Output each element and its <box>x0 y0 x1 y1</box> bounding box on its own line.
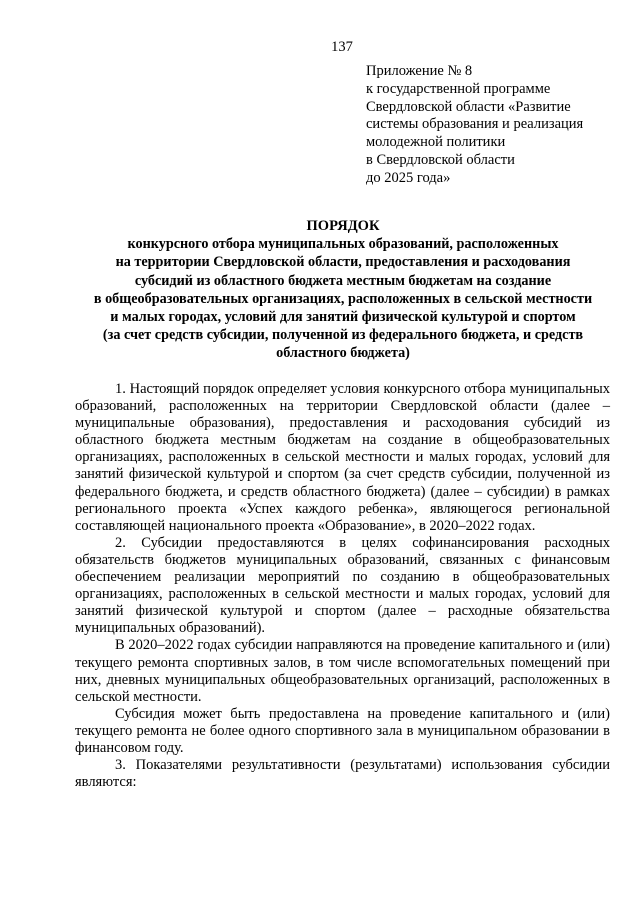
paragraph-3: 3. Показателями результативности (результатами) использования субсидии являются: <box>75 757 610 791</box>
title-line: областного бюджета) <box>276 345 410 362</box>
title-line: конкурсного отбора муниципальных образований, расположенных <box>127 236 559 253</box>
appendix-line: Свердловской области «Развитие <box>366 98 571 115</box>
paragraph-2-continued: В 2020–2022 годах субсидии направляются на проведение капитального и (или) текущего ремонта спортивных залов, в том числе вспомогательных помещений при них, дневных муниципальных общеобразовательных организаций, расположенных в сельской местности. <box>75 637 610 705</box>
title-line: на территории Свердловской области, предоставления и расходования <box>115 254 571 271</box>
title-line: субсидий из областного бюджета местным бюджетам на создание <box>134 272 552 289</box>
page-number: 137 <box>331 39 353 55</box>
title-line: в общеобразовательных организациях, расположенных в сельской местности <box>93 290 593 307</box>
appendix-line: к государственной программе <box>366 80 551 97</box>
title-line: и малых городах, условий для занятий физической культурой и спортом <box>110 309 576 326</box>
document-title <box>60 217 626 363</box>
title-heading: ПОРЯДОК <box>306 218 380 234</box>
document-body <box>75 381 610 791</box>
paragraph-1: 1. Настоящий порядок определяет условия конкурсного отбора муниципальных образований, расположенных на территории Свердловской области (далее – муниципальные образования), предоставления и расходования субсидий из областного бюджета местным бюджетам на создание в общеобразовательных организациях, расположенных в сельской местности и малых городах, условий для занятий физической культурой и спортом (за счет средств субсидии, полученной из федерального бюджета, и средств областного бюджета) (далее – субсидии) в рамках регионального проекта «Успех каждого ребенка», являющегося региональной составляющей национального проекта «Образование», в 2020–2022 годах. <box>75 381 610 534</box>
appendix-line: в Свердловской области <box>366 151 515 168</box>
paragraph-2-subsidy-limit: Субсидия может быть предоставлена на проведение капитального и (или) текущего ремонта не более одного спортивного зала в муниципальном образовании в финансовом году. <box>75 705 610 756</box>
appendix-line: молодежной политики <box>366 134 506 151</box>
title-line: (за счет средств субсидии, полученной из федерального бюджета, и средств <box>102 327 584 344</box>
appendix-note <box>366 63 616 188</box>
paragraph-2: 2. Субсидии предоставляются в целях софинансирования расходных обязательств бюджетов муниципальных образований, связанных с финансовым обеспечением реализации мероприятий по созданию в общеобразовательных организациях, расположенных в сельской местности и малых городах, условий для занятий физической культурой и спортом (далее – расходные обязательства муниципальных образований). <box>75 534 610 637</box>
appendix-line: до 2025 года» <box>366 169 451 186</box>
appendix-line: системы образования и реализация <box>366 116 584 133</box>
appendix-line: Приложение № 8 <box>366 63 473 79</box>
